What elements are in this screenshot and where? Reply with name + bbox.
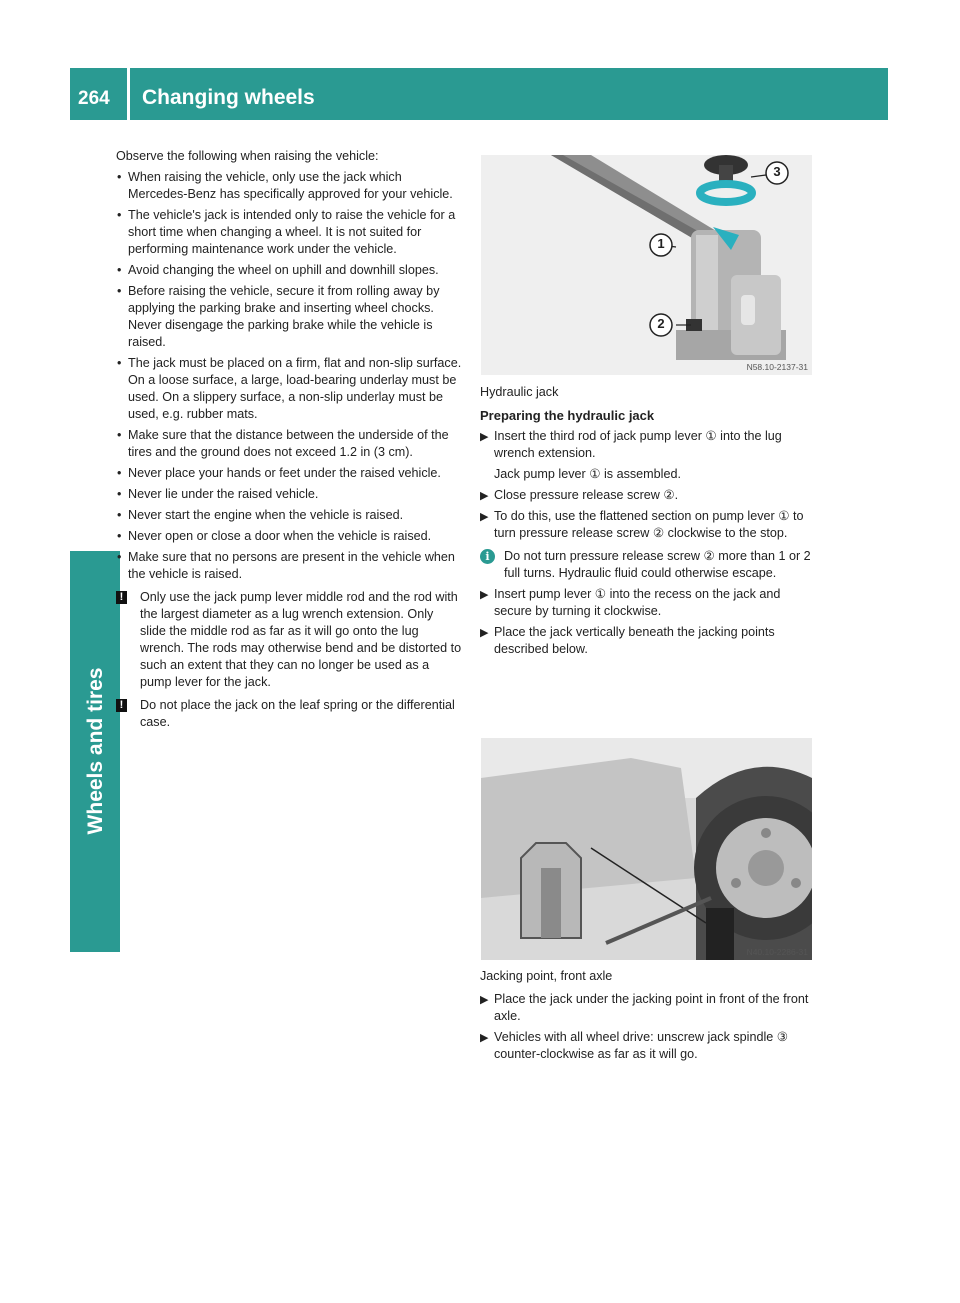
figure-code: N40.10-2286-31 [746, 947, 808, 957]
intro-text: Observe the following when raising the vehicle: [116, 149, 379, 163]
list-item: • Make sure that no persons are present in the vehicle when the vehicle is raised. [117, 550, 455, 581]
step-item: ▶ Place the jack under the jacking point in front of the front axle. [480, 992, 809, 1023]
hydraulic-jack-illustration [481, 155, 812, 375]
arrow-right-icon: ▶ [480, 994, 489, 1006]
arrow-right-icon: ▶ [480, 627, 489, 639]
arrow-right-icon: ▶ [480, 431, 489, 443]
callout-3: 3 [773, 164, 781, 179]
arrow-right-icon: ▶ [480, 490, 489, 502]
warning-note: ! Only use the jack pump lever middle rod and the rod with the largest diameter as a lug wrench extension. Only slide the middle rod as far as it will go onto the lug wrench. The rods may otherwise bend and be distorted to such an extent that they can no longer be used as a pump lever for the jack. [116, 589, 462, 691]
step-item: ▶ Place the jack vertically beneath the jacking points described below. [480, 625, 775, 656]
warning-icon: ! [116, 591, 127, 604]
warning-note: ! Do not place the jack on the leaf spring or the differential case. [116, 697, 462, 731]
list-item: • Never lie under the raised vehicle. [117, 487, 319, 501]
chapter-title: Changing wheels [142, 86, 315, 109]
right-column [480, 384, 812, 658]
figure-caption: Hydraulic jack [480, 385, 559, 399]
jacking-point-illustration [481, 738, 812, 960]
callout-2: 2 [657, 316, 665, 331]
info-icon: i [480, 549, 495, 564]
header-divider [127, 68, 130, 120]
step-item: ▶ Close pressure release screw ②. [480, 487, 812, 504]
arrow-right-icon: ▶ [480, 1032, 489, 1044]
list-item: • Before raising the vehicle, secure it from rolling away by applying the parking brake and inserting wheel chocks. Never disengage the parking brake while the vehicle is raised. [117, 284, 440, 349]
arrow-right-icon: ▶ [480, 589, 489, 601]
list-item: • Never place your hands or feet under the raised vehicle. [117, 466, 441, 480]
list-item: • Never open or close a door when the vehicle is raised. [117, 529, 432, 543]
figure-caption: Jacking point, front axle [480, 969, 613, 983]
step-item: ▶ Insert the third rod of jack pump lever ① into the lug wrench extension. [480, 429, 782, 460]
page-number: 264 [78, 88, 110, 109]
figure-code: N58.10-2137-31 [746, 362, 808, 372]
jacking-point-figure [481, 738, 812, 960]
left-column [116, 148, 462, 731]
step-item: ▶ Vehicles with all wheel drive: unscrew jack spindle ③ counter-clockwise as far as it will go. [480, 1030, 789, 1061]
section-heading: Preparing the hydraulic jack [480, 408, 655, 423]
hydraulic-jack-figure [481, 155, 812, 375]
step-item: ▶ To do this, use the flattened section on pump lever ① to turn pressure release screw ② clockwise to the stop. [480, 509, 804, 540]
arrow-right-icon: ▶ [480, 511, 489, 523]
list-item: • The jack must be placed on a firm, flat and non-slip surface. On a loose surface, a large, load-bearing underlay must be used. On a slippery surface, a non-slip underlay must be used, e.g. rubber mats. [117, 356, 462, 421]
list-item: • Avoid changing the wheel on uphill and downhill slopes. [117, 263, 439, 277]
callout-1: 1 [657, 236, 665, 251]
warning-icon: ! [116, 699, 127, 712]
step-item: ▶ Insert pump lever ① into the recess on the jack and secure by turning it clockwise. [480, 587, 781, 618]
list-item: • The vehicle's jack is intended only to raise the vehicle for a short time when changing a wheel. It is not suited for performing maintenance work under the vehicle. [117, 208, 456, 256]
side-tab-label: Wheels and tires [84, 667, 107, 835]
info-note: i Do not turn pressure release screw ② more than 1 or 2 full turns. Hydraulic fluid could otherwise escape. [480, 548, 812, 582]
list-item: • When raising the vehicle, only use the jack which Mercedes-Benz has specifically approved for your vehicle. [117, 170, 453, 201]
list-item: • Make sure that the distance between the underside of the tires and the ground does not exceed 1.2 in (3 cm). [117, 428, 449, 459]
side-chapter-tab [70, 551, 120, 952]
step-result: Jack pump lever ① is assembled. [494, 467, 681, 481]
right-column-lower [480, 968, 812, 1063]
list-item: • Never start the engine when the vehicle is raised. [117, 508, 404, 522]
